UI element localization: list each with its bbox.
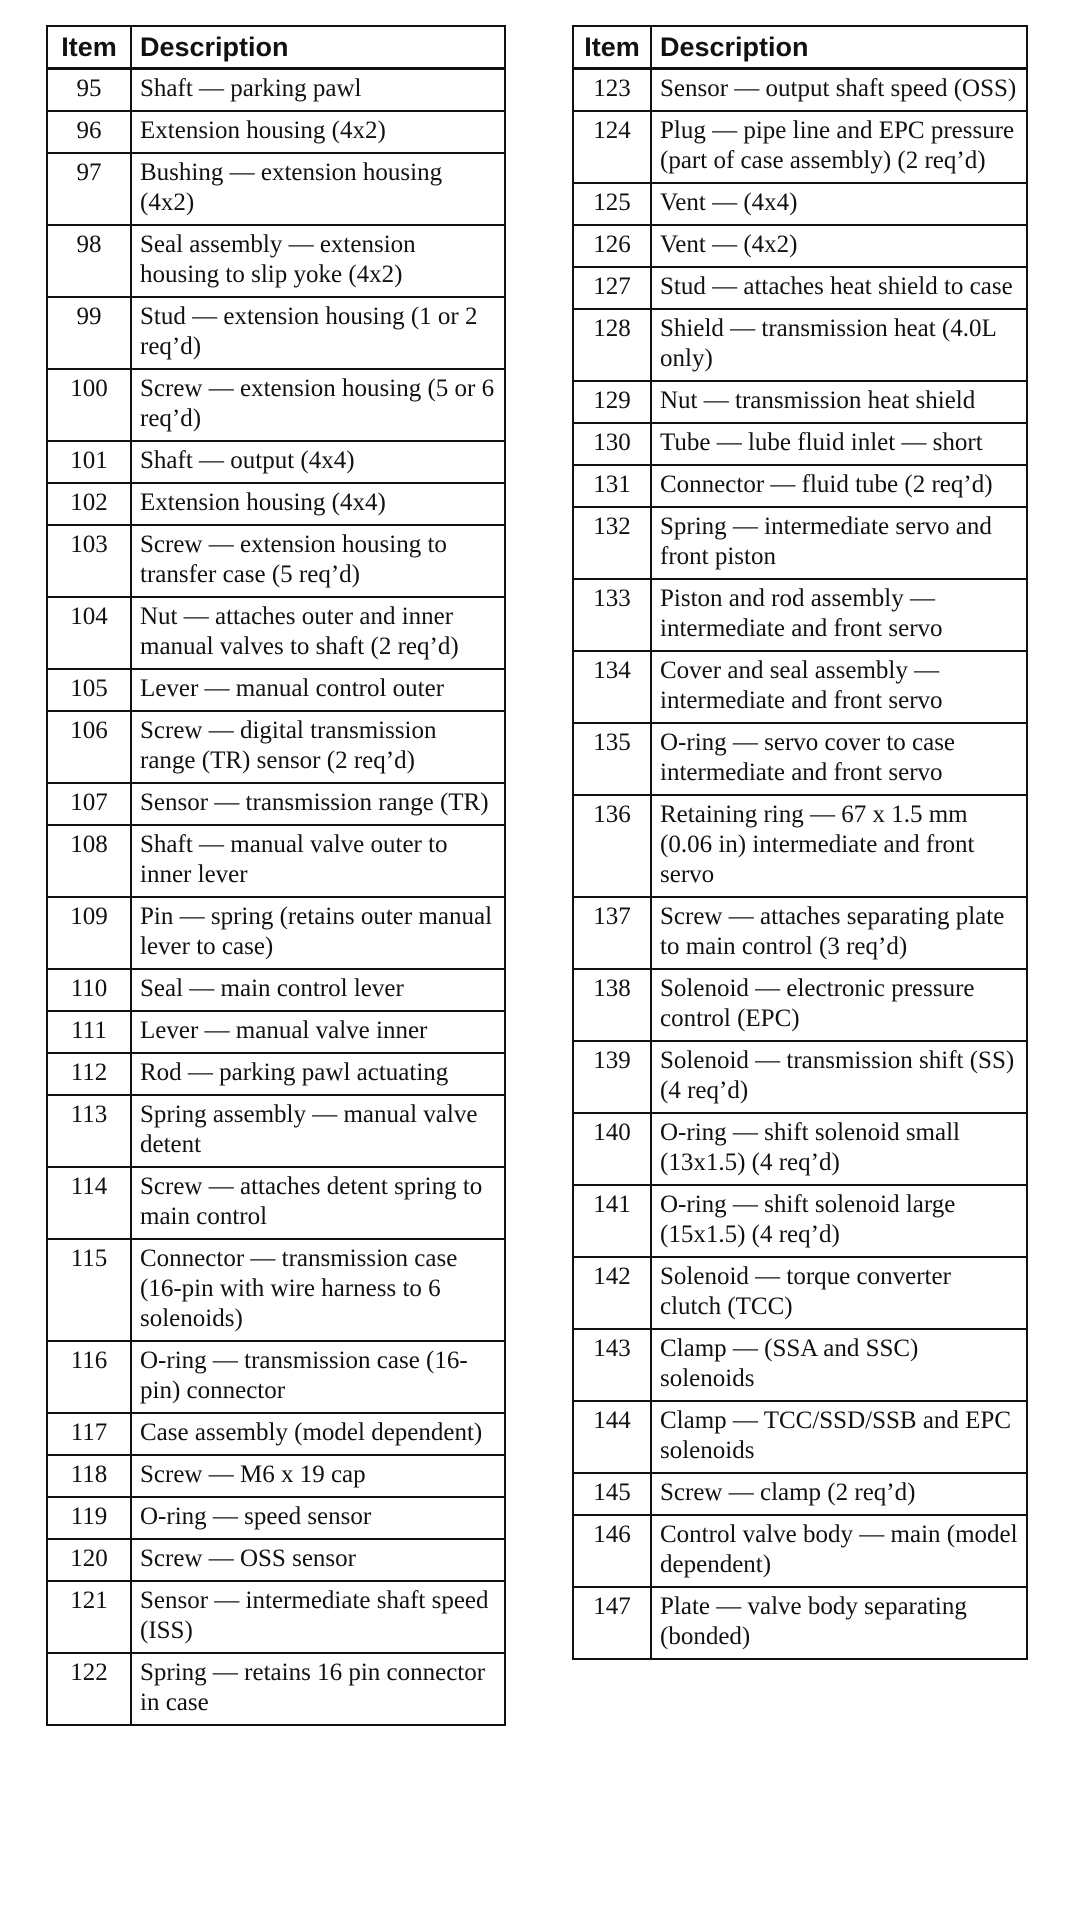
- item-description: Seal assembly — extension housing to slip yoke (4x2): [131, 225, 505, 297]
- table-row: [47, 1095, 505, 1167]
- item-description: Connector — transmission case (16-pin with wire harness to 6 solenoids): [131, 1239, 505, 1341]
- item-number: 120: [47, 1539, 131, 1581]
- table-row: [573, 1257, 1027, 1329]
- item-number: 143: [573, 1329, 651, 1401]
- item-description: Lever — manual valve inner: [131, 1011, 505, 1053]
- column-header-item: Item: [573, 26, 651, 69]
- item-number: 139: [573, 1041, 651, 1113]
- table-row: [47, 1053, 505, 1095]
- item-description: Solenoid — electronic pressure control (EPC): [651, 969, 1027, 1041]
- item-number: 146: [573, 1515, 651, 1587]
- item-number: 104: [47, 597, 131, 669]
- table-row: [573, 267, 1027, 309]
- table-row: [573, 1113, 1027, 1185]
- table-row: [573, 309, 1027, 381]
- item-description: Solenoid — transmission shift (SS) (4 req’d): [651, 1041, 1027, 1113]
- table-row: [573, 1473, 1027, 1515]
- item-description: O-ring — shift solenoid small (13x1.5) (4 req’d): [651, 1113, 1027, 1185]
- item-description: Extension housing (4x4): [131, 483, 505, 525]
- item-number: 101: [47, 441, 131, 483]
- table-row: [573, 381, 1027, 423]
- item-description: Screw — extension housing (5 or 6 req’d): [131, 369, 505, 441]
- column-header-description: Description: [131, 26, 505, 69]
- table-row: [47, 483, 505, 525]
- item-description: Case assembly (model dependent): [131, 1413, 505, 1455]
- item-number: 129: [573, 381, 651, 423]
- table-row: [47, 711, 505, 783]
- table-row: [573, 183, 1027, 225]
- table-row: [573, 1329, 1027, 1401]
- item-number: 138: [573, 969, 651, 1041]
- item-description: Spring — intermediate servo and front piston: [651, 507, 1027, 579]
- item-number: 142: [573, 1257, 651, 1329]
- table-row: [47, 441, 505, 483]
- table-row: [573, 1515, 1027, 1587]
- item-description: Nut — attaches outer and inner manual valves to shaft (2 req’d): [131, 597, 505, 669]
- table-row: [47, 1581, 505, 1653]
- table-row: [573, 1041, 1027, 1113]
- item-description: Spring assembly — manual valve detent: [131, 1095, 505, 1167]
- table-row: [47, 225, 505, 297]
- item-description: Spring — retains 16 pin connector in case: [131, 1653, 505, 1725]
- item-number: 125: [573, 183, 651, 225]
- table-body-left: [47, 69, 505, 1726]
- item-number: 121: [47, 1581, 131, 1653]
- table-row: [47, 1497, 505, 1539]
- item-description: Screw — extension housing to transfer case (5 req’d): [131, 525, 505, 597]
- table-row: [47, 597, 505, 669]
- item-number: 102: [47, 483, 131, 525]
- item-number: 116: [47, 1341, 131, 1413]
- table-row: [47, 669, 505, 711]
- item-number: 134: [573, 651, 651, 723]
- item-description: Shaft — manual valve outer to inner lever: [131, 825, 505, 897]
- item-number: 113: [47, 1095, 131, 1167]
- table-row: [573, 465, 1027, 507]
- item-number: 126: [573, 225, 651, 267]
- item-description: Clamp — (SSA and SSC) solenoids: [651, 1329, 1027, 1401]
- table-row: [573, 897, 1027, 969]
- parts-table-right: [572, 25, 1028, 1660]
- table-row: [573, 969, 1027, 1041]
- table-row: [573, 507, 1027, 579]
- column-header-item: Item: [47, 26, 131, 69]
- item-description: Shield — transmission heat (4.0L only): [651, 309, 1027, 381]
- table-header-row: [573, 26, 1027, 69]
- item-description: Sensor — intermediate shaft speed (ISS): [131, 1581, 505, 1653]
- item-number: 96: [47, 111, 131, 153]
- table-row: [47, 897, 505, 969]
- item-description: Lever — manual control outer: [131, 669, 505, 711]
- item-number: 128: [573, 309, 651, 381]
- item-number: 147: [573, 1587, 651, 1659]
- item-number: 124: [573, 111, 651, 183]
- table-row: [47, 111, 505, 153]
- item-description: Screw — clamp (2 req’d): [651, 1473, 1027, 1515]
- item-number: 99: [47, 297, 131, 369]
- item-description: Screw — attaches detent spring to main control: [131, 1167, 505, 1239]
- table-row: [573, 579, 1027, 651]
- item-number: 136: [573, 795, 651, 897]
- item-description: O-ring — servo cover to case intermediate and front servo: [651, 723, 1027, 795]
- table-row: [47, 1239, 505, 1341]
- table-row: [573, 111, 1027, 183]
- table-row: [47, 369, 505, 441]
- item-number: 130: [573, 423, 651, 465]
- table-row: [573, 225, 1027, 267]
- item-number: 114: [47, 1167, 131, 1239]
- item-number: 111: [47, 1011, 131, 1053]
- table-row: [573, 1185, 1027, 1257]
- table-row: [573, 69, 1027, 112]
- table-row: [573, 795, 1027, 897]
- table-header-row: [47, 26, 505, 69]
- item-description: Vent — (4x2): [651, 225, 1027, 267]
- item-description: Bushing — extension housing (4x2): [131, 153, 505, 225]
- item-number: 108: [47, 825, 131, 897]
- table-row: [47, 1455, 505, 1497]
- item-number: 107: [47, 783, 131, 825]
- item-description: Extension housing (4x2): [131, 111, 505, 153]
- item-number: 141: [573, 1185, 651, 1257]
- table-row: [573, 651, 1027, 723]
- item-number: 144: [573, 1401, 651, 1473]
- item-description: Screw — OSS sensor: [131, 1539, 505, 1581]
- item-number: 106: [47, 711, 131, 783]
- table-row: [47, 1653, 505, 1725]
- table-row: [47, 825, 505, 897]
- table-row: [47, 153, 505, 225]
- item-number: 115: [47, 1239, 131, 1341]
- table-body-right: [573, 69, 1027, 1660]
- item-number: 110: [47, 969, 131, 1011]
- item-description: Seal — main control lever: [131, 969, 505, 1011]
- item-description: O-ring — shift solenoid large (15x1.5) (4 req’d): [651, 1185, 1027, 1257]
- item-description: Cover and seal assembly — intermediate and front servo: [651, 651, 1027, 723]
- item-description: Tube — lube fluid inlet — short: [651, 423, 1027, 465]
- table-row: [47, 525, 505, 597]
- item-description: Sensor — output shaft speed (OSS): [651, 69, 1027, 112]
- item-number: 123: [573, 69, 651, 112]
- item-number: 103: [47, 525, 131, 597]
- item-description: Nut — transmission heat shield: [651, 381, 1027, 423]
- item-description: Screw — attaches separating plate to main control (3 req’d): [651, 897, 1027, 969]
- item-description: Retaining ring — 67 x 1.5 mm (0.06 in) intermediate and front servo: [651, 795, 1027, 897]
- item-number: 109: [47, 897, 131, 969]
- table-row: [47, 69, 505, 112]
- item-description: Pin — spring (retains outer manual lever to case): [131, 897, 505, 969]
- item-description: Stud — extension housing (1 or 2 req’d): [131, 297, 505, 369]
- item-number: 133: [573, 579, 651, 651]
- table-row: [47, 1341, 505, 1413]
- table-row: [47, 1011, 505, 1053]
- item-description: Control valve body — main (model dependent): [651, 1515, 1027, 1587]
- item-description: Solenoid — torque converter clutch (TCC): [651, 1257, 1027, 1329]
- item-description: Plate — valve body separating (bonded): [651, 1587, 1027, 1659]
- item-number: 135: [573, 723, 651, 795]
- table-row: [573, 423, 1027, 465]
- table-row: [573, 1587, 1027, 1659]
- item-description: Shaft — parking pawl: [131, 69, 505, 112]
- item-number: 117: [47, 1413, 131, 1455]
- item-number: 98: [47, 225, 131, 297]
- item-number: 118: [47, 1455, 131, 1497]
- column-header-description: Description: [651, 26, 1027, 69]
- item-description: Connector — fluid tube (2 req’d): [651, 465, 1027, 507]
- item-description: Shaft — output (4x4): [131, 441, 505, 483]
- item-description: Piston and rod assembly — intermediate and front servo: [651, 579, 1027, 651]
- item-description: O-ring — speed sensor: [131, 1497, 505, 1539]
- item-description: Stud — attaches heat shield to case: [651, 267, 1027, 309]
- table-row: [47, 783, 505, 825]
- table-row: [47, 969, 505, 1011]
- item-number: 145: [573, 1473, 651, 1515]
- table-row: [47, 1167, 505, 1239]
- item-number: 97: [47, 153, 131, 225]
- item-number: 132: [573, 507, 651, 579]
- table-row: [47, 1413, 505, 1455]
- item-description: Sensor — transmission range (TR): [131, 783, 505, 825]
- item-description: Plug — pipe line and EPC pressure (part of case assembly) (2 req’d): [651, 111, 1027, 183]
- item-number: 137: [573, 897, 651, 969]
- item-number: 131: [573, 465, 651, 507]
- item-number: 95: [47, 69, 131, 112]
- item-description: Rod — parking pawl actuating: [131, 1053, 505, 1095]
- item-number: 112: [47, 1053, 131, 1095]
- table-row: [47, 1539, 505, 1581]
- item-number: 105: [47, 669, 131, 711]
- table-row: [573, 723, 1027, 795]
- item-number: 100: [47, 369, 131, 441]
- parts-table-left: [46, 25, 506, 1726]
- item-description: Screw — digital transmission range (TR) sensor (2 req’d): [131, 711, 505, 783]
- item-description: Clamp — TCC/SSD/SSB and EPC solenoids: [651, 1401, 1027, 1473]
- item-number: 122: [47, 1653, 131, 1725]
- item-description: Screw — M6 x 19 cap: [131, 1455, 505, 1497]
- table-row: [47, 297, 505, 369]
- item-description: O-ring — transmission case (16-pin) connector: [131, 1341, 505, 1413]
- item-number: 127: [573, 267, 651, 309]
- item-description: Vent — (4x4): [651, 183, 1027, 225]
- item-number: 119: [47, 1497, 131, 1539]
- table-row: [573, 1401, 1027, 1473]
- item-number: 140: [573, 1113, 651, 1185]
